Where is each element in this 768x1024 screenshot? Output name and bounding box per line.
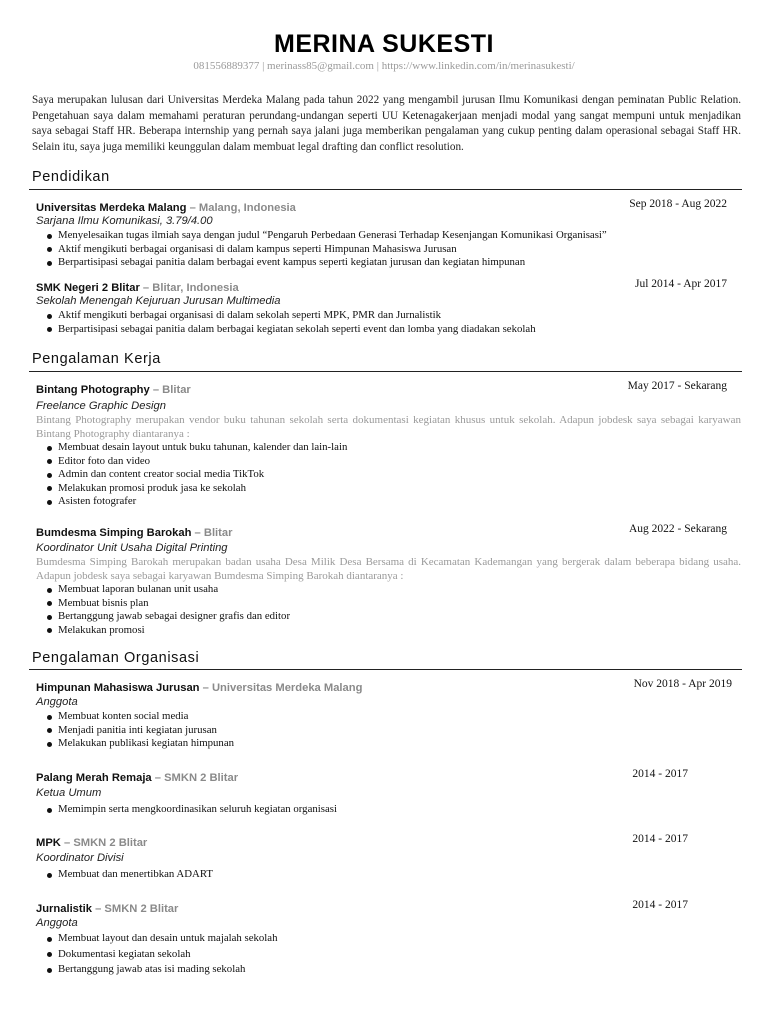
entry-header	[36, 678, 741, 694]
list-item: Membuat layout dan desain untuk majalah sekolah	[58, 932, 741, 946]
entry-role: Sarjana Ilmu Komunikasi, 3.79/4.00	[36, 215, 213, 227]
entry-header	[36, 899, 741, 915]
entry-date: 2014 - 2017	[632, 768, 688, 780]
entry-location: – Blitar	[149, 384, 191, 396]
entry-location: – Universitas Merdeka Malang	[199, 682, 363, 694]
list-item: Melakukan publikasi kegiatan himpunan	[58, 737, 741, 751]
entry-date: Jul 2014 - Apr 2017	[635, 278, 727, 290]
work-entry	[36, 523, 741, 637]
section-title-education: Pendidikan	[32, 169, 110, 185]
entry-header	[36, 768, 741, 784]
entry-header	[36, 523, 741, 539]
list-item: Berpartisipasi sebagai panitia dalam berbagai kegiatan sekolah seperti event dan lomba yang diadakan sekolah	[58, 323, 741, 337]
summary-paragraph: Saya merupakan lulusan dari Universitas Merdeka Malang pada tahun 2022 yang mengambil jurusan Ilmu Komunikasi dengan peminatan Public Relation. Pengetahuan saya dalam memahami peraturan perundang-undangan seperti UU Ketenagakerjaan menjadi modal yang sangat mempuni untuk menjadikan saya sebagai Staff HR. Beberapa internship yang pernah saya jalani juga memberikan pengalaman yang cukup penting dalam operasional sebagai Staff HR. Selain itu, saya juga memiliki keunggulan dalam membuat legal drafting dan conflict resolution.	[32, 94, 741, 153]
entry-organization: Palang Merah Remaja	[36, 772, 152, 784]
entry-header	[36, 380, 741, 396]
entry-role: Ketua Umum	[36, 787, 102, 799]
bullet-list	[36, 868, 741, 882]
contact-info: 081556889377 | merinass85@gmail.com | https://www.linkedin.com/in/merinasukesti/	[193, 60, 575, 72]
entry-role: Koordinator Unit Usaha Digital Printing	[36, 542, 228, 554]
bullet-list	[36, 803, 741, 817]
list-item: Membuat desain layout untuk buku tahunan, kalender dan lain-lain	[58, 441, 741, 455]
list-item: Membuat laporan bulanan unit usaha	[58, 583, 741, 597]
entry-date: May 2017 - Sekarang	[627, 380, 727, 392]
section-title-work: Pengalaman Kerja	[32, 351, 161, 367]
bullet-list	[36, 710, 741, 751]
entry-description: Bumdesma Simping Barokah merupakan badan usaha Desa Milik Desa Bersama di Kecamatan Kademangan yang bergerak dalam beberapa bidang usaha. Adapun jobdesk saya sebagai karyawan Bumdesma Simping Barokah diantaranya :	[36, 556, 741, 582]
education-entry	[36, 278, 741, 336]
list-item: Editor foto dan video	[58, 455, 741, 469]
entry-role: Anggota	[36, 696, 78, 708]
entry-location: – Blitar	[191, 527, 233, 539]
entry-role: Sekolah Menengah Kejuruan Jurusan Multimedia	[36, 295, 281, 307]
entry-role: Freelance Graphic Design	[36, 400, 166, 412]
list-item: Memimpin serta mengkoordinasikan seluruh kegiatan organisasi	[58, 803, 741, 817]
entry-organization: Jurnalistik	[36, 903, 92, 915]
list-item: Berpartisipasi sebagai panitia dalam berbagai event kampus seperti kegiatan jurusan dan kegiatan himpunan	[58, 256, 741, 270]
list-item: Melakukan promosi	[58, 624, 741, 638]
entry-role: Koordinator Divisi	[36, 852, 124, 864]
entry-organization: Universitas Merdeka Malang	[36, 202, 187, 214]
bullet-list	[36, 229, 741, 270]
list-item: Melakukan promosi produk jasa ke sekolah	[58, 482, 741, 496]
list-item: Asisten fotografer	[58, 495, 741, 509]
list-item: Membuat bisnis plan	[58, 597, 741, 611]
entry-organization: Bintang Photography	[36, 384, 150, 396]
section-divider	[29, 669, 742, 670]
entry-location: – SMKN 2 Blitar	[151, 772, 239, 784]
section-title-organization: Pengalaman Organisasi	[32, 650, 200, 666]
list-item: Bertanggung jawab atas isi mading sekolah	[58, 963, 741, 977]
entry-organization: SMK Negeri 2 Blitar	[36, 282, 140, 294]
entry-organization: MPK	[36, 837, 61, 849]
entry-role: Anggota	[36, 917, 78, 929]
list-item: Menyelesaikan tugas ilmiah saya dengan judul “Pengaruh Perbedaan Generasi Terhadap Kesenjangan Komunikasi Organisasi”	[58, 229, 741, 243]
section-divider	[29, 371, 742, 372]
entry-date: Aug 2022 - Sekarang	[628, 523, 727, 535]
entry-date: 2014 - 2017	[632, 899, 688, 911]
organization-entry	[36, 833, 741, 882]
list-item: Admin dan content creator social media TikTok	[58, 468, 741, 482]
section-divider	[29, 189, 742, 190]
entry-header	[36, 833, 741, 849]
entry-header	[36, 278, 741, 294]
list-item: Dokumentasi kegiatan sekolah	[58, 948, 741, 962]
organization-entry	[36, 678, 741, 751]
entry-date: 2014 - 2017	[632, 833, 688, 845]
bullet-list	[36, 441, 741, 509]
list-item: Aktif mengikuti berbagai organisasi di dalam sekolah seperti MPK, PMR dan Jurnalistik	[58, 309, 741, 323]
education-entry	[36, 198, 741, 270]
work-entry	[36, 380, 741, 509]
entry-date: Sep 2018 - Aug 2022	[629, 198, 727, 210]
entry-location: – Blitar, Indonesia	[139, 282, 239, 294]
bullet-list	[36, 309, 741, 336]
entry-description: Bintang Photography merupakan vendor buku tahunan sekolah serta dokumentasi kegiatan khusus untuk sekolah. Adapun jobdesk saya sebagai karyawan Bintang Photography diantaranya :	[36, 414, 741, 440]
list-item: Membuat dan menertibkan ADART	[58, 868, 741, 882]
list-item: Menjadi panitia inti kegiatan jurusan	[58, 724, 741, 738]
entry-date: Nov 2018 - Apr 2019	[633, 678, 732, 690]
entry-location: – SMKN 2 Blitar	[60, 837, 148, 849]
entry-location: – SMKN 2 Blitar	[91, 903, 179, 915]
entry-organization: Bumdesma Simping Barokah	[36, 527, 192, 539]
organization-entry	[36, 899, 741, 977]
bullet-list	[36, 583, 741, 637]
bullet-list	[36, 932, 741, 977]
resume-name: MERINA SUKESTI	[274, 30, 494, 58]
list-item: Aktif mengikuti berbagai organisasi di dalam kampus seperti Himpunan Mahasiswa Jurusan	[58, 243, 741, 257]
entry-organization: Himpunan Mahasiswa Jurusan	[36, 682, 200, 694]
organization-entry	[36, 768, 741, 817]
entry-location: – Malang, Indonesia	[186, 202, 296, 214]
list-item: Bertanggung jawab sebagai designer grafis dan editor	[58, 610, 741, 624]
entry-header	[36, 198, 741, 214]
list-item: Membuat konten social media	[58, 710, 741, 724]
